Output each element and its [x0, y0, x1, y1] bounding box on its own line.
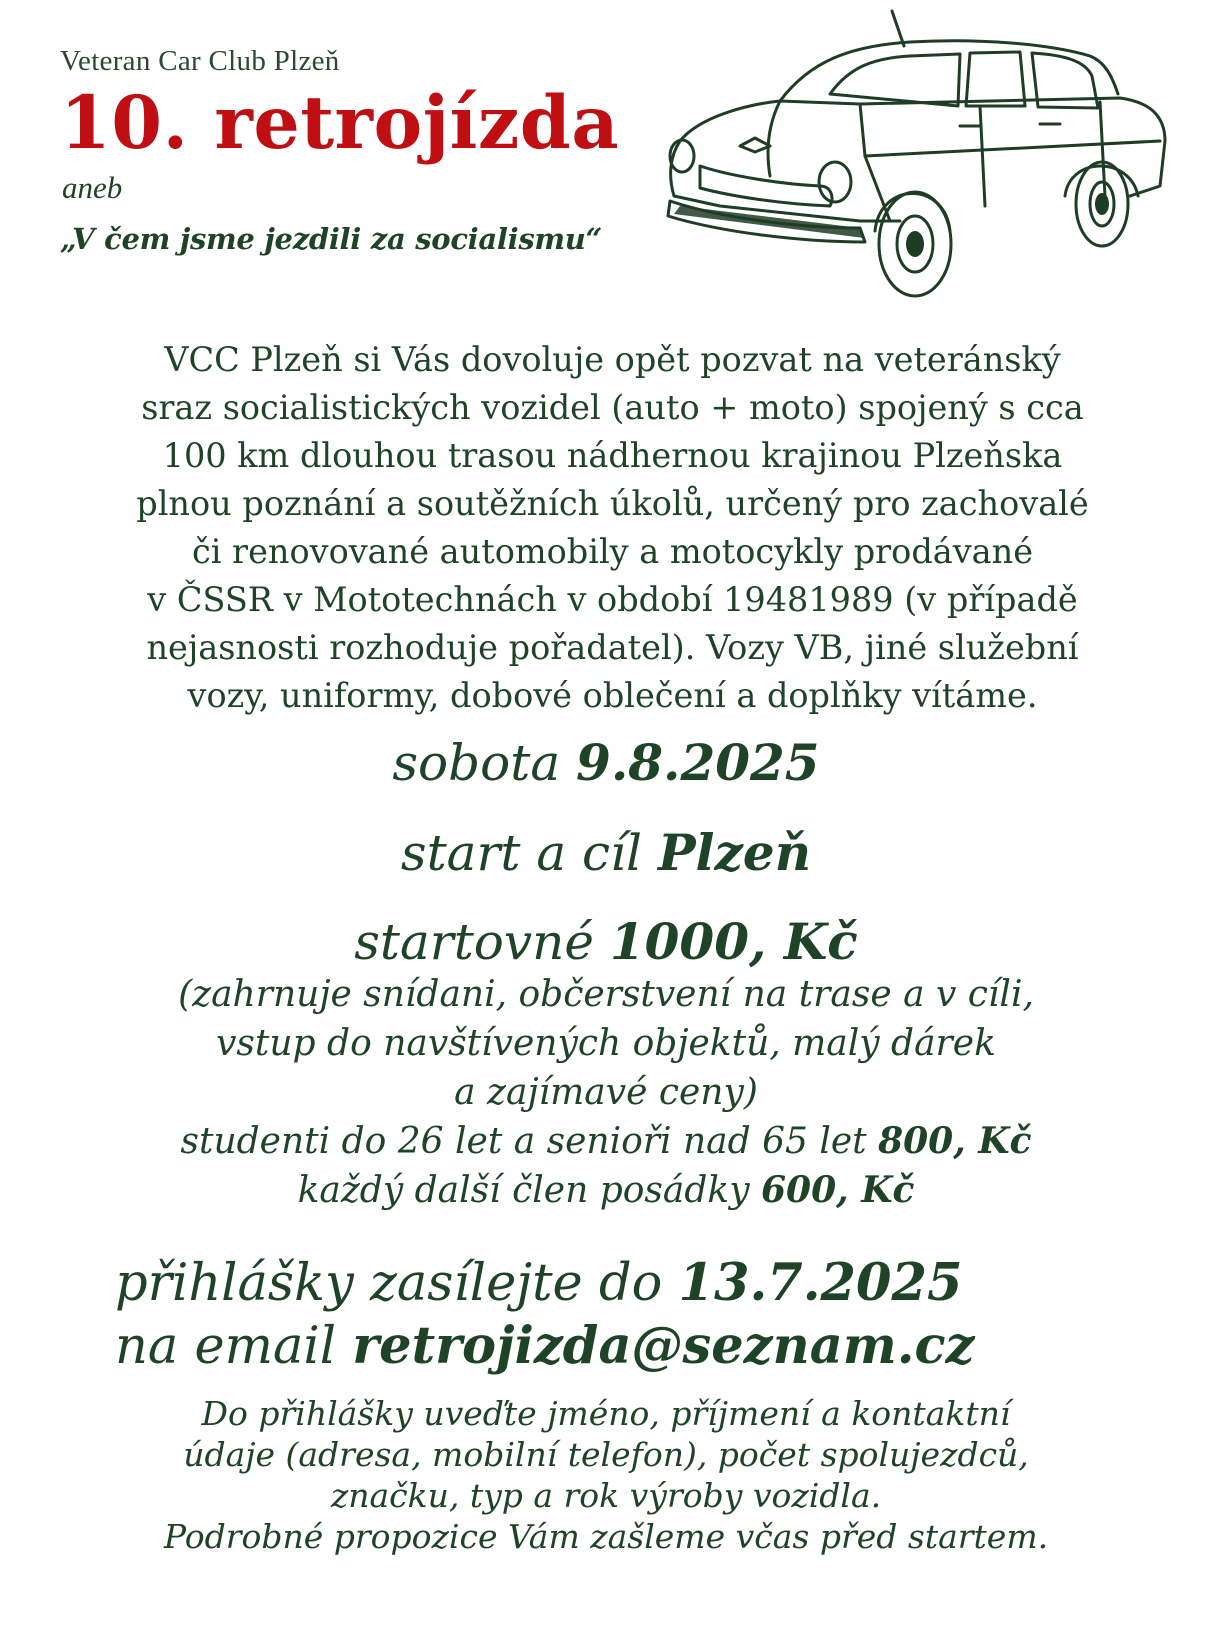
- aneb-word: aneb: [62, 170, 123, 205]
- member-label: každý další člen posádky: [297, 1170, 761, 1211]
- event-subtitle: „V čem jsme jezdili za socialismu“: [60, 222, 602, 256]
- email-line: [115, 1315, 975, 1378]
- fee-details: [0, 970, 1212, 1215]
- footer-line: údaje (adresa, mobilní telefon), počet spolujezdců,: [183, 1435, 1029, 1474]
- intro-line: sraz socialistických vozidel (auto + moto) spojený s cca: [141, 388, 1084, 427]
- start-label: start a cíl: [400, 824, 658, 882]
- footer-line: značku, typ a rok výroby vozidla.: [330, 1476, 882, 1515]
- entry-fee: [0, 912, 1212, 971]
- intro-line: v ČSSR v Mototechnách v období 19481989 (v případě: [147, 580, 1078, 619]
- member-value: 600, Kč: [761, 1169, 915, 1211]
- event-date: [0, 733, 1212, 792]
- footer-line: Do přihlášky uveďte jméno, příjmení a kontaktní: [201, 1394, 1011, 1433]
- intro-line: 100 km dlouhou trasou nádhernou krajinou Plzeňska: [162, 436, 1063, 475]
- student-fee: [0, 1117, 1212, 1166]
- intro-line: nejasnosti rozhoduje pořadatel). Vozy VB, jiné služební: [146, 628, 1079, 667]
- fee-label: startovné: [354, 913, 610, 971]
- email-label: na email: [115, 1317, 353, 1376]
- footer-note: [0, 1393, 1212, 1557]
- fee-note-line: (zahrnuje snídani, občerstvení na trase a v cíli,: [178, 974, 1034, 1015]
- intro-line: VCC Plzeň si Vás dovoluje opět pozvat na veteránský: [164, 340, 1061, 379]
- intro-line: vozy, uniformy, dobové oblečení a doplňky vítáme.: [187, 676, 1038, 715]
- email-link[interactable]: retrojizda@seznam.cz: [352, 1316, 975, 1376]
- intro-line: plnou poznání a soutěžních úkolů, určený pro zachovalé: [136, 484, 1089, 523]
- date-value: 9.8.2025: [576, 733, 820, 792]
- deadline-value: 13.7.2025: [678, 1253, 963, 1313]
- start-value: Plzeň: [657, 823, 812, 882]
- deadline: [115, 1252, 975, 1315]
- event-title: 10. retrojízda: [60, 80, 620, 166]
- intro-text: [40, 336, 1185, 720]
- students-label: studenti do 26 let a senioři nad 65 let: [180, 1121, 879, 1162]
- fee-value: 1000, Kč: [609, 912, 858, 971]
- event-location: [0, 823, 1212, 882]
- date-label: sobota: [392, 734, 577, 792]
- students-value: 800, Kč: [878, 1120, 1032, 1162]
- deadline-label: přihlášky zasílejte do: [115, 1254, 679, 1313]
- member-fee: [0, 1166, 1212, 1215]
- fee-note-line: a zajímavé ceny): [454, 1072, 758, 1113]
- application-info: [115, 1252, 975, 1378]
- vintage-car-illustration: [660, 6, 1180, 301]
- club-name: Veteran Car Club Plzeň: [60, 45, 340, 77]
- footer-line: Podrobné propozice Vám zašleme včas před startem.: [163, 1517, 1049, 1556]
- fee-note-line: vstup do navštívených objektů, malý dárek: [216, 1023, 996, 1064]
- intro-line: či renovované automobily a motocykly prodávané: [191, 532, 1034, 571]
